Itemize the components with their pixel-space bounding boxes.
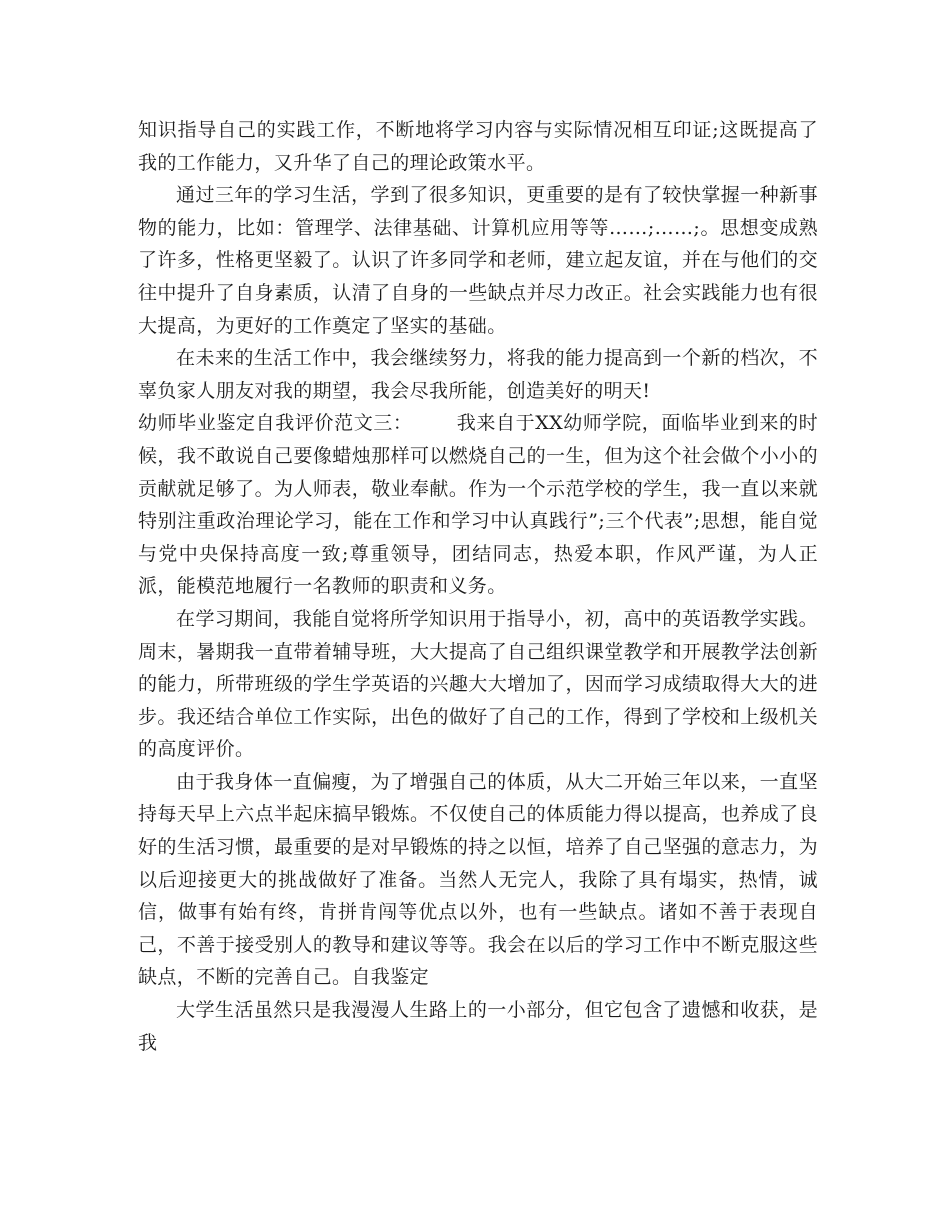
paragraph-college-life: 大学生活虽然只是我漫漫人生路上的一小部分，但它包含了遗憾和收获，是我 — [138, 999, 818, 1054]
section-body: 我来自于XX幼师学院，面临毕业到来的时候，我不敢说自己要像蜡烛那样可以燃烧自己的一生，但为这个社会做个小小的贡献就足够了。为人师表，敬业奉献。作为一个示范学校的学生，我一直以来就特别注重政治理论学习，能在工作和学习中认真践行”;三个代表”;思想，能自觉与党中央保持高度一致;尊重领导，团结同志，热爱本职，作风严谨，为人正派，能模范地履行一名教师的职责和义务。 — [138, 412, 819, 598]
paragraph-exercise: 由于我身体一直偏瘦，为了增强自己的体质，从大二开始三年以来，一直坚持每天早上六点半起床搞早锻炼。不仅使自己的体质能力得以提高，也养成了良好的生活习惯，最重要的是对早锻炼的持之以恒，培养了自己坚强的意志力，为以后迎接更大的挑战做好了准备。当然人无完人，我除了具有塌实，热情，诚信，做事有始有终，肯拼肯闯等优点以外，也有一些缺点。诸如不善于表现自己，不善于接受别人的教导和建议等等。我会在以后的学习工作中不断克服这些缺点，不断的完善自己。自我鉴定 — [138, 770, 818, 989]
paragraph-continuation: 知识指导自己的实践工作，不断地将学习内容与实际情况相互印证;这既提高了我的工作能力，又升华了自己的理论政策水平。 — [138, 119, 818, 174]
section-heading: 幼师毕业鉴定自我评价范文三： — [138, 412, 413, 435]
paragraph-sample-three — [138, 407, 818, 603]
document-body — [138, 114, 818, 1059]
paragraph-study-period: 在学习期间，我能自觉将所学知识用于指导小，初，高中的英语教学实践。周末，暑期我一直带着辅导班，大大提高了自己组织课堂教学和开展教学法创新的能力，所带班级的学生学英语的兴趣大大增加了，因而学习成绩取得大大的进步。我还结合单位工作实际，出色的做好了自己的工作，得到了学校和上级机关的高度评价。 — [138, 607, 818, 761]
paragraph-study-life: 通过三年的学习生活，学到了很多知识，更重要的是有了较快掌握一种新事物的能力，比如：管理学、法律基础、计算机应用等等……;……;。思想变成熟了许多，性格更坚毅了。认识了许多同学和老师，建立起友谊，并在与他们的交往中提升了自身素质，认清了自身的一些缺点并尽力改正。社会实践能力也有很大提高，为更好的工作奠定了坚实的基础。 — [138, 184, 818, 337]
paragraph-future: 在未来的生活工作中，我会继续努力，将我的能力提高到一个新的档次，不辜负家人朋友对我的期望，我会尽我所能，创造美好的明天! — [138, 347, 818, 402]
